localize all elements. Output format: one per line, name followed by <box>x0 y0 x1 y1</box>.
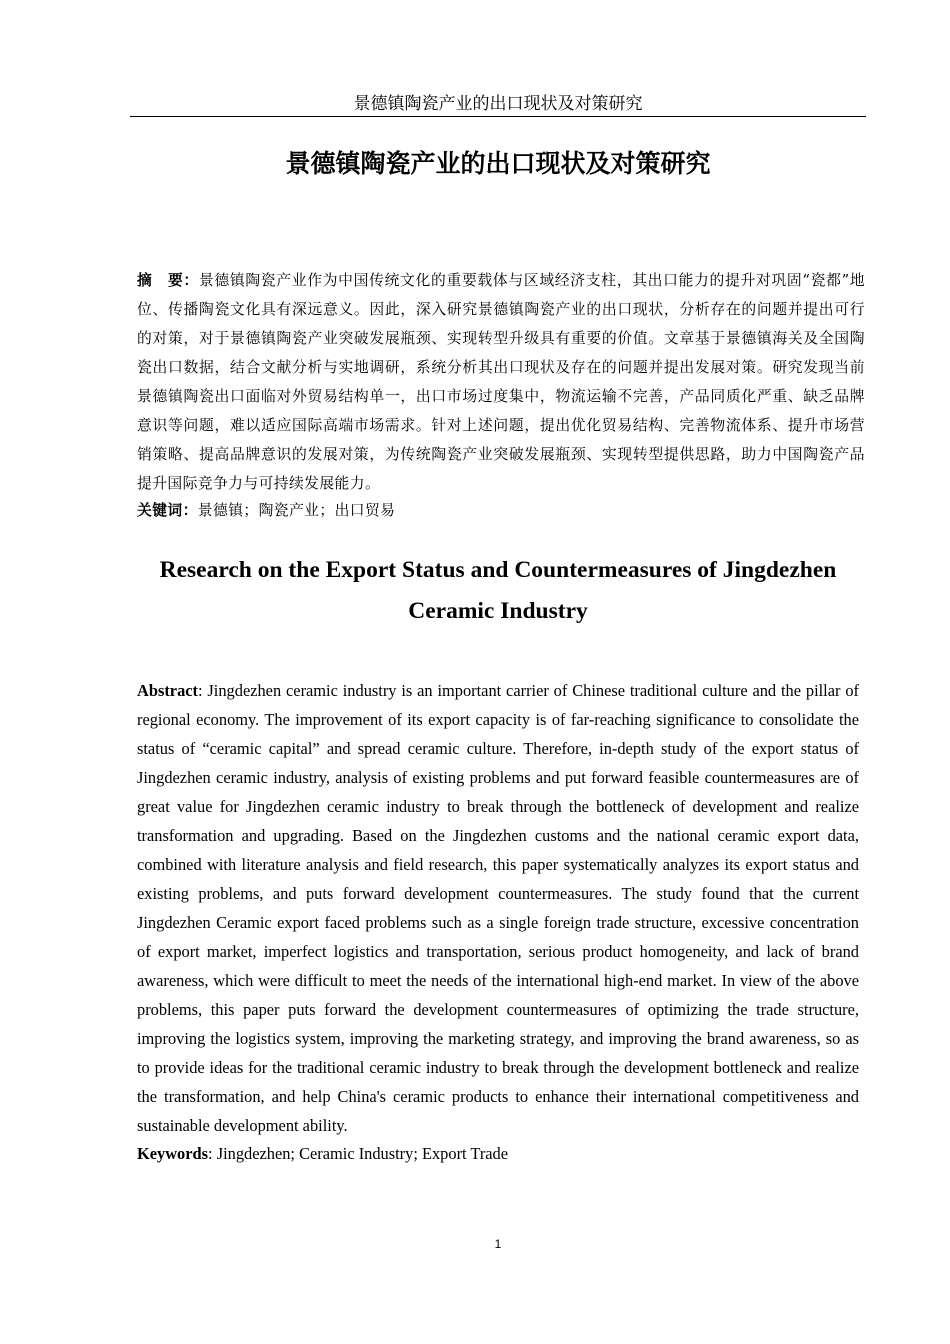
chinese-abstract-text: 景德镇陶瓷产业作为中国传统文化的重要载体与区域经济支柱，其出口能力的提升对巩固“瓷都”地位、传播陶瓷文化具有深远意义。因此，深入研究景德镇陶瓷产业的出口现状，分析存在的问题并提出可行的对策，对于景德镇陶瓷产业突破发展瓶颈、实现转型升级具有重要的价值。文章基于景德镇海关及全国陶瓷出口数据，结合文献分析与实地调研，系统分析其出口现状及存在的问题并提出发展对策。研究发现当前景德镇陶瓷出口面临对外贸易结构单一，出口市场过度集中，物流运输不完善，产品同质化严重、缺乏品牌意识等问题，难以适应国际高端市场需求。针对上述问题，提出优化贸易结构、完善物流体系、提升市场营销策略、提高品牌意识的发展对策，为传统陶瓷产业突破发展瓶颈、实现转型提供思路，助力中国陶瓷产品提升国际竞争力与可持续发展能力。 <box>137 272 866 492</box>
header-rule <box>130 116 866 117</box>
chinese-abstract <box>137 266 865 498</box>
english-keywords <box>137 1139 859 1168</box>
chinese-abstract-label: 摘 要： <box>137 272 199 289</box>
running-header: 景德镇陶瓷产业的出口现状及对策研究 <box>353 94 643 114</box>
english-keywords-label: Keywords <box>137 1144 209 1163</box>
english-abstract-label: Abstract <box>137 681 198 700</box>
chinese-title: 景德镇陶瓷产业的出口现状及对策研究 <box>285 149 711 178</box>
chinese-keywords-label: 关键词： <box>137 502 198 519</box>
chinese-keywords <box>137 496 865 525</box>
english-abstract-text: Jingdezhen ceramic industry is an important carrier of Chinese traditional culture and the pillar of regional economy. The improvement of its export capacity is of far-reaching significance to consolidate the status of “ceramic capital” and spread ceramic culture. Therefore, in-depth study of the export status of Jingdezhen ceramic industry, analysis of existing problems and put forward feasible countermeasures are of great value for Jingdezhen ceramic industry to break through the bottleneck of development and realize transformation and upgrading. Based on the Jingdezhen customs and the national ceramic export data, combined with literature analysis and field research, this paper systematically analyzes its export status and existing problems, and puts forward development countermeasures. The study found that the current Jingdezhen Ceramic export faced problems such as a single foreign trade structure, excessive concentration of export market, imperfect logistics and transportation, serious product homogeneity, and lack of brand awareness, which were difficult to meet the needs of the international high-end market. In view of the above problems, this paper puts forward the development countermeasures of optimizing the trade structure, improving the logistics system, improving the marketing strategy, and improving the brand awareness, so as to provide ideas for the traditional ceramic industry to break through the development bottleneck and realize the transformation, and help China's ceramic products to enhance their international competitiveness and sustainable development ability. <box>137 681 859 1135</box>
english-title: Research on the Export Status and Countermeasures of Jingdezhen Ceramic Industry <box>159 557 837 624</box>
page-number: 1 <box>494 1237 502 1251</box>
chinese-keywords-text: 景德镇；陶瓷产业；出口贸易 <box>197 502 396 519</box>
english-keywords-text: Jingdezhen; Ceramic Industry; Export Trade <box>216 1144 509 1163</box>
english-abstract-separator: : <box>198 681 208 700</box>
english-keywords-separator: : <box>208 1144 217 1163</box>
english-abstract <box>137 676 859 1140</box>
